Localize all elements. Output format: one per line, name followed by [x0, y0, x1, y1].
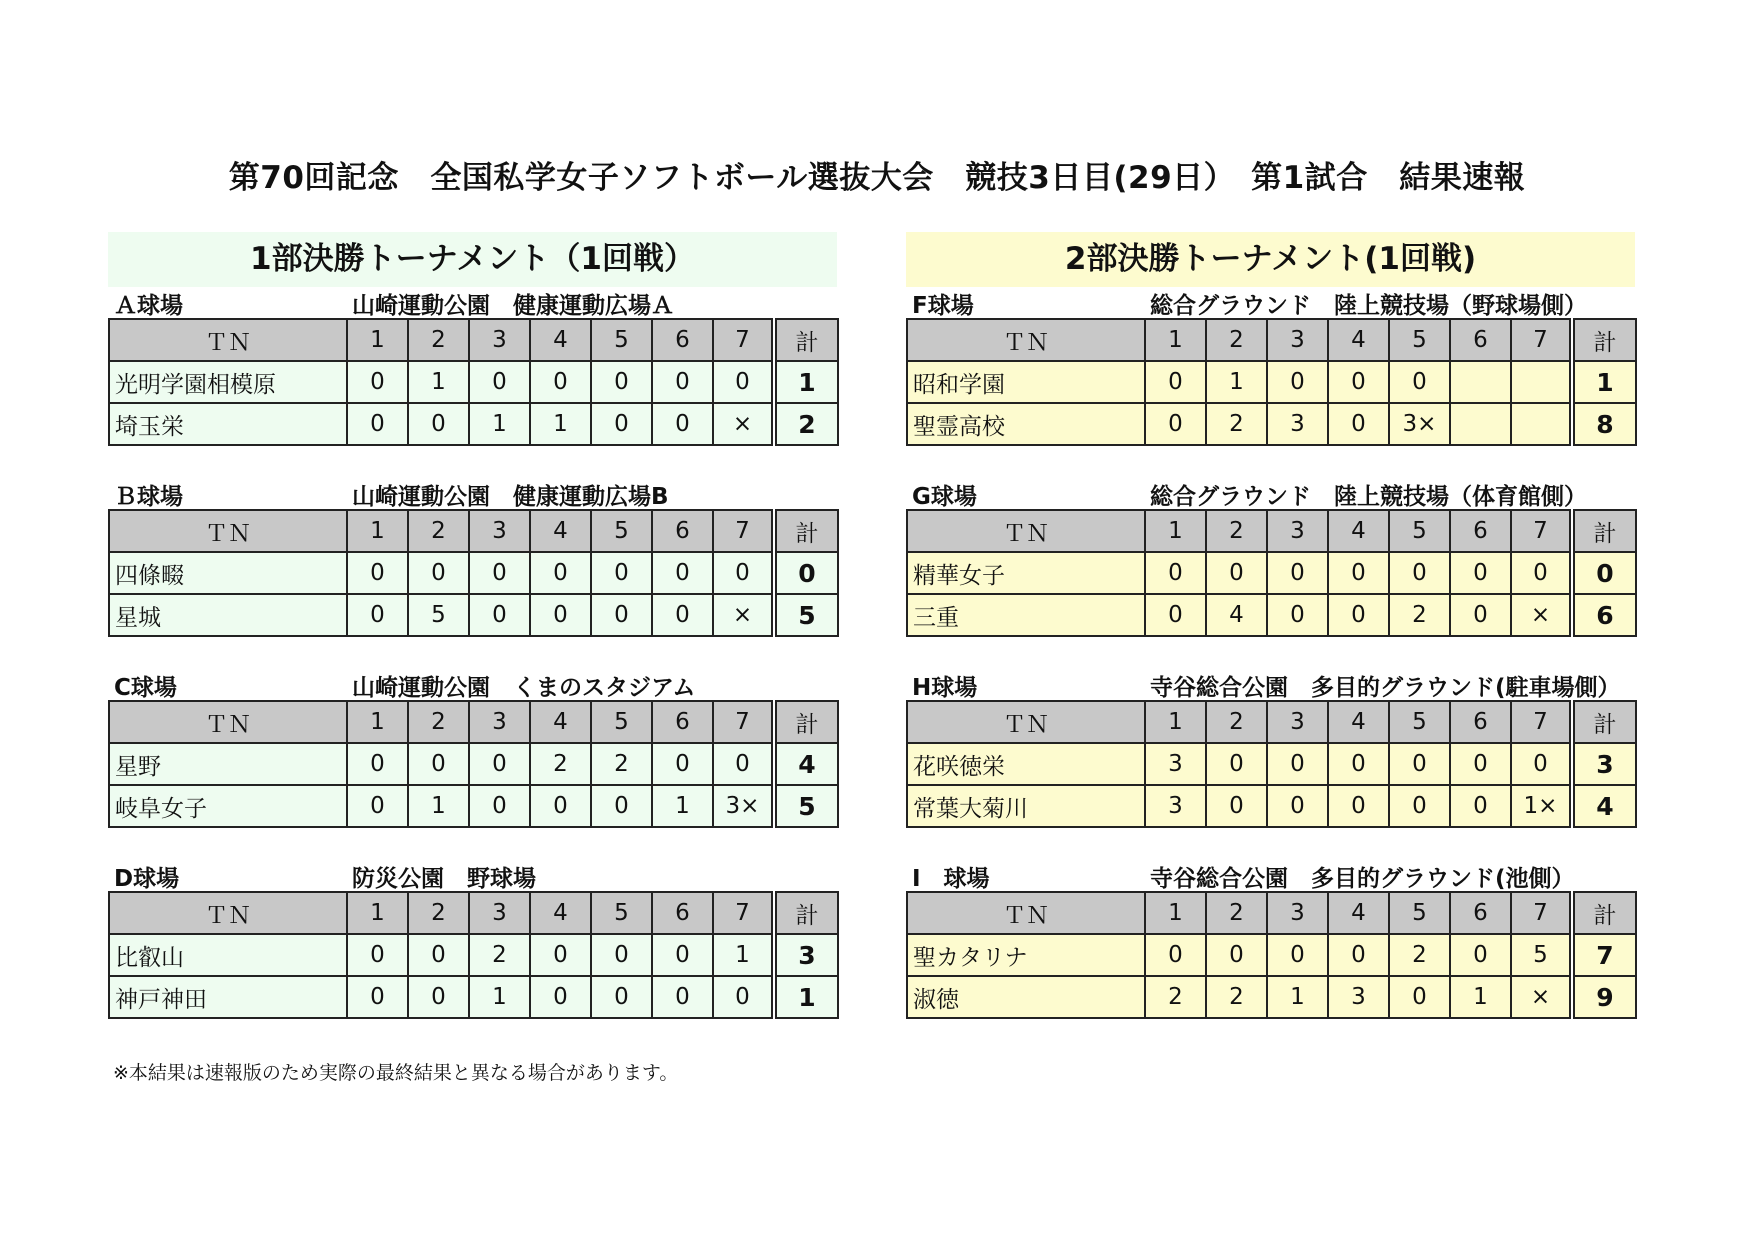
- column-header-inning: 3: [1267, 510, 1328, 552]
- page-title: 第70回記念 全国私学女子ソフトボール選抜大会 競技3日目(29日） 第1試合 結果速報: [228, 160, 1526, 196]
- inning-score: 0: [530, 934, 591, 976]
- column-header-inning: 3: [469, 319, 530, 361]
- inning-score: 3×: [1389, 403, 1450, 445]
- total-score: 0: [774, 552, 838, 594]
- table-row: [109, 785, 838, 827]
- column-header-inning: 3: [1267, 319, 1328, 361]
- column-header-inning: 3: [469, 701, 530, 743]
- column-header-total: 計: [774, 319, 838, 361]
- inning-score: 0: [1206, 785, 1267, 827]
- inning-score: 3: [1328, 976, 1389, 1018]
- inning-score: 0: [1511, 743, 1572, 785]
- score-table: [906, 509, 1637, 637]
- inning-score: 0: [591, 403, 652, 445]
- column-header-inning: 4: [1328, 701, 1389, 743]
- column-header-inning: 1: [1145, 701, 1206, 743]
- inning-score: 2: [591, 743, 652, 785]
- inning-score: 0: [1328, 594, 1389, 636]
- score-header-row: [109, 892, 838, 934]
- inning-score: 0: [1145, 403, 1206, 445]
- inning-score: 0: [1389, 785, 1450, 827]
- inning-score: 4: [1206, 594, 1267, 636]
- total-score: 5: [774, 785, 838, 827]
- inning-score: 0: [1328, 743, 1389, 785]
- inning-score: [1511, 361, 1572, 403]
- inning-score: 0: [1206, 934, 1267, 976]
- table-row: [907, 361, 1636, 403]
- inning-score: 0: [408, 552, 469, 594]
- score-table: [108, 891, 839, 1019]
- table-row: [109, 934, 838, 976]
- inning-score: 0: [591, 785, 652, 827]
- column-header-total: 計: [1572, 319, 1636, 361]
- venue-line: [108, 287, 837, 318]
- total-score: 1: [774, 976, 838, 1018]
- inning-score: 0: [1450, 785, 1511, 827]
- group1-game-2: [108, 478, 837, 637]
- column-header-inning: 5: [1389, 319, 1450, 361]
- total-score: 9: [1572, 976, 1636, 1018]
- inning-score: ×: [713, 594, 774, 636]
- inning-score: 0: [652, 361, 713, 403]
- inning-score: 3×: [713, 785, 774, 827]
- column-header-inning: 3: [1267, 701, 1328, 743]
- column-header-total: 計: [1572, 510, 1636, 552]
- venue-line: [906, 669, 1635, 700]
- inning-score: 0: [1450, 552, 1511, 594]
- team-name: 聖霊高校: [907, 403, 1145, 445]
- inning-score: 5: [408, 594, 469, 636]
- inning-score: 1: [713, 934, 774, 976]
- venue-line: [108, 478, 837, 509]
- column-header-inning: 3: [469, 892, 530, 934]
- table-row: [109, 976, 838, 1018]
- total-score: 7: [1572, 934, 1636, 976]
- inning-score: 0: [469, 361, 530, 403]
- column-header-inning: 4: [1328, 892, 1389, 934]
- inning-score: 1: [1267, 976, 1328, 1018]
- venue-place: 寺谷総合公園 多目的グラウンド(池側）: [1150, 866, 1575, 892]
- inning-score: 1×: [1511, 785, 1572, 827]
- column-header-inning: 6: [652, 892, 713, 934]
- inning-score: 0: [347, 594, 408, 636]
- inning-score: 2: [1206, 976, 1267, 1018]
- inning-score: 0: [530, 785, 591, 827]
- inning-score: 0: [1328, 403, 1389, 445]
- column-header-inning: 7: [713, 701, 774, 743]
- column-header-inning: 5: [1389, 701, 1450, 743]
- venue-line: [108, 669, 837, 700]
- column-header-inning: 6: [652, 319, 713, 361]
- total-score: 6: [1572, 594, 1636, 636]
- column-header-inning: 2: [1206, 701, 1267, 743]
- inning-score: 1: [1450, 976, 1511, 1018]
- inning-score: 0: [652, 743, 713, 785]
- column-header-inning: 5: [591, 892, 652, 934]
- inning-score: [1450, 403, 1511, 445]
- venue-label: C球場: [114, 675, 177, 701]
- column-header-total: 計: [1572, 701, 1636, 743]
- column-header-team: ＴＮ: [907, 510, 1145, 552]
- inning-score: 2: [1389, 934, 1450, 976]
- column-header-inning: 1: [1145, 510, 1206, 552]
- total-score: 1: [774, 361, 838, 403]
- score-table: [906, 318, 1637, 446]
- column-header-inning: 4: [530, 319, 591, 361]
- column-header-inning: 5: [591, 701, 652, 743]
- column-header-inning: 2: [1206, 892, 1267, 934]
- inning-score: 0: [347, 934, 408, 976]
- column-header-inning: 6: [652, 510, 713, 552]
- score-header-row: [907, 319, 1636, 361]
- venue-place: 山崎運動公園 くまのスタジアム: [352, 675, 696, 701]
- group2-game-3: [906, 669, 1635, 828]
- inning-score: 2: [1145, 976, 1206, 1018]
- inning-score: 0: [652, 552, 713, 594]
- column-header-team: ＴＮ: [109, 701, 347, 743]
- inning-score: 0: [1206, 552, 1267, 594]
- column-header-inning: 5: [1389, 892, 1450, 934]
- inning-score: 0: [1267, 785, 1328, 827]
- team-name: 常葉大菊川: [907, 785, 1145, 827]
- column-header-team: ＴＮ: [907, 892, 1145, 934]
- group1-game-1: [108, 287, 837, 446]
- column-header-inning: 7: [1511, 319, 1572, 361]
- inning-score: 1: [1206, 361, 1267, 403]
- venue-line: [108, 860, 837, 891]
- inning-score: 0: [408, 743, 469, 785]
- inning-score: 0: [1389, 743, 1450, 785]
- column-header-inning: 7: [1511, 510, 1572, 552]
- inning-score: 0: [1450, 934, 1511, 976]
- column-header-inning: 4: [530, 510, 591, 552]
- inning-score: [1511, 403, 1572, 445]
- inning-score: 0: [1145, 934, 1206, 976]
- total-score: 1: [1572, 361, 1636, 403]
- column-header-inning: 2: [408, 319, 469, 361]
- venue-label: F球場: [912, 293, 974, 319]
- team-name: 光明学園相模原: [109, 361, 347, 403]
- column-header-inning: 6: [1450, 319, 1511, 361]
- inning-score: 0: [1267, 934, 1328, 976]
- inning-score: 0: [1145, 552, 1206, 594]
- score-table: [906, 700, 1637, 828]
- inning-score: 0: [652, 403, 713, 445]
- column-header-total: 計: [774, 701, 838, 743]
- column-header-inning: 1: [347, 892, 408, 934]
- venue-line: [906, 478, 1635, 509]
- total-score: 4: [1572, 785, 1636, 827]
- venue-place: 山崎運動公園 健康運動広場Ａ: [352, 293, 674, 319]
- inning-score: 0: [1389, 361, 1450, 403]
- column-header-inning: 7: [713, 892, 774, 934]
- team-name: 精華女子: [907, 552, 1145, 594]
- disclaimer-note: ※本結果は速報版のため実際の最終結果と異なる場合があります。: [113, 1062, 679, 1084]
- inning-score: [1450, 361, 1511, 403]
- inning-score: 3: [1267, 403, 1328, 445]
- inning-score: 0: [1267, 361, 1328, 403]
- inning-score: 0: [1450, 743, 1511, 785]
- team-name: 聖カタリナ: [907, 934, 1145, 976]
- table-row: [907, 552, 1636, 594]
- score-table: [108, 700, 839, 828]
- total-score: 0: [1572, 552, 1636, 594]
- inning-score: 0: [591, 552, 652, 594]
- inning-score: 0: [1511, 552, 1572, 594]
- inning-score: 1: [408, 361, 469, 403]
- inning-score: 0: [713, 361, 774, 403]
- total-score: 4: [774, 743, 838, 785]
- inning-score: 0: [408, 403, 469, 445]
- inning-score: 0: [347, 361, 408, 403]
- inning-score: 0: [1145, 361, 1206, 403]
- inning-score: 0: [713, 552, 774, 594]
- column-header-team: ＴＮ: [907, 319, 1145, 361]
- column-header-inning: 6: [652, 701, 713, 743]
- score-header-row: [907, 701, 1636, 743]
- team-name: 星城: [109, 594, 347, 636]
- venue-line: [906, 287, 1635, 318]
- table-row: [109, 743, 838, 785]
- column-header-inning: 2: [1206, 319, 1267, 361]
- inning-score: 0: [408, 976, 469, 1018]
- group2-heading: 2部決勝トーナメント(1回戦): [906, 232, 1635, 287]
- inning-score: 2: [1389, 594, 1450, 636]
- inning-score: 0: [1145, 594, 1206, 636]
- inning-score: 0: [1267, 594, 1328, 636]
- inning-score: 0: [1267, 743, 1328, 785]
- inning-score: 0: [1328, 361, 1389, 403]
- table-row: [907, 976, 1636, 1018]
- venue-label: G球場: [912, 484, 977, 510]
- venue-line: [906, 860, 1635, 891]
- table-row: [109, 403, 838, 445]
- inning-score: 0: [469, 785, 530, 827]
- column-header-inning: 1: [347, 701, 408, 743]
- column-header-total: 計: [1572, 892, 1636, 934]
- column-header-inning: 5: [591, 319, 652, 361]
- column-header-inning: 2: [408, 701, 469, 743]
- team-name: 花咲徳栄: [907, 743, 1145, 785]
- column-header-inning: 1: [1145, 319, 1206, 361]
- venue-label: D球場: [114, 866, 180, 892]
- column-header-inning: 4: [1328, 510, 1389, 552]
- group1-game-3: [108, 669, 837, 828]
- column-header-inning: 4: [530, 701, 591, 743]
- inning-score: 0: [1328, 785, 1389, 827]
- column-header-inning: 1: [347, 319, 408, 361]
- inning-score: 0: [1389, 552, 1450, 594]
- team-name: 三重: [907, 594, 1145, 636]
- inning-score: 2: [1206, 403, 1267, 445]
- score-header-row: [109, 319, 838, 361]
- venue-place: 総合グラウンド 陸上競技場（野球場側）: [1150, 293, 1587, 319]
- column-header-inning: 4: [530, 892, 591, 934]
- score-header-row: [907, 892, 1636, 934]
- venue-place: 山崎運動公園 健康運動広場B: [352, 484, 669, 510]
- inning-score: 0: [591, 934, 652, 976]
- column-header-inning: 1: [347, 510, 408, 552]
- venue-label: I 球場: [912, 866, 990, 892]
- group2-game-1: [906, 287, 1635, 446]
- column-header-inning: 7: [1511, 892, 1572, 934]
- column-header-inning: 6: [1450, 510, 1511, 552]
- table-row: [907, 785, 1636, 827]
- inning-score: 0: [1389, 976, 1450, 1018]
- inning-score: 0: [591, 361, 652, 403]
- table-row: [907, 743, 1636, 785]
- inning-score: 3: [1145, 743, 1206, 785]
- team-name: 四條畷: [109, 552, 347, 594]
- inning-score: 0: [652, 934, 713, 976]
- inning-score: ×: [713, 403, 774, 445]
- group1-heading: 1部決勝トーナメント（1回戦）: [108, 232, 837, 287]
- column-header-inning: 7: [1511, 701, 1572, 743]
- venue-place: 防災公園 野球場: [352, 866, 536, 892]
- inning-score: 0: [530, 552, 591, 594]
- total-score: 2: [774, 403, 838, 445]
- inning-score: 0: [408, 934, 469, 976]
- group2-game-4: [906, 860, 1635, 1019]
- inning-score: 0: [347, 743, 408, 785]
- inning-score: 2: [469, 934, 530, 976]
- column-header-inning: 2: [1206, 510, 1267, 552]
- table-row: [109, 361, 838, 403]
- inning-score: 0: [652, 976, 713, 1018]
- inning-score: 0: [530, 361, 591, 403]
- inning-score: 0: [1206, 743, 1267, 785]
- inning-score: 1: [652, 785, 713, 827]
- inning-score: 3: [1145, 785, 1206, 827]
- venue-label: H球場: [912, 675, 978, 701]
- inning-score: 0: [591, 594, 652, 636]
- score-table: [906, 891, 1637, 1019]
- column-header-team: ＴＮ: [907, 701, 1145, 743]
- score-header-row: [109, 510, 838, 552]
- inning-score: 1: [408, 785, 469, 827]
- total-score: 8: [1572, 403, 1636, 445]
- column-header-inning: 2: [408, 510, 469, 552]
- inning-score: 0: [347, 403, 408, 445]
- inning-score: 0: [1328, 552, 1389, 594]
- inning-score: 5: [1511, 934, 1572, 976]
- inning-score: 0: [530, 976, 591, 1018]
- inning-score: 1: [469, 976, 530, 1018]
- column-header-team: ＴＮ: [109, 892, 347, 934]
- score-header-row: [109, 701, 838, 743]
- column-header-inning: 4: [1328, 319, 1389, 361]
- inning-score: 2: [530, 743, 591, 785]
- inning-score: 0: [469, 743, 530, 785]
- column-header-inning: 5: [591, 510, 652, 552]
- inning-score: 1: [530, 403, 591, 445]
- column-header-inning: 5: [1389, 510, 1450, 552]
- total-score: 5: [774, 594, 838, 636]
- score-table: [108, 509, 839, 637]
- table-row: [907, 934, 1636, 976]
- team-name: 神戸神田: [109, 976, 347, 1018]
- score-header-row: [907, 510, 1636, 552]
- table-row: [109, 594, 838, 636]
- score-table: [108, 318, 839, 446]
- inning-score: 0: [1267, 552, 1328, 594]
- venue-label: Ｂ球場: [114, 484, 183, 510]
- inning-score: 0: [1328, 934, 1389, 976]
- total-score: 3: [1572, 743, 1636, 785]
- team-name: 昭和学園: [907, 361, 1145, 403]
- column-header-inning: 7: [713, 319, 774, 361]
- table-row: [109, 552, 838, 594]
- venue-place: 総合グラウンド 陸上競技場（体育館側）: [1150, 484, 1587, 510]
- venue-label: Ａ球場: [114, 293, 183, 319]
- column-header-total: 計: [774, 892, 838, 934]
- inning-score: 0: [530, 594, 591, 636]
- column-header-inning: 6: [1450, 701, 1511, 743]
- column-header-inning: 1: [1145, 892, 1206, 934]
- inning-score: 0: [469, 594, 530, 636]
- table-row: [907, 403, 1636, 445]
- group2-game-2: [906, 478, 1635, 637]
- column-header-inning: 6: [1450, 892, 1511, 934]
- column-header-inning: 7: [713, 510, 774, 552]
- venue-place: 寺谷総合公園 多目的グラウンド(駐車場側）: [1150, 675, 1621, 701]
- inning-score: 0: [347, 976, 408, 1018]
- column-header-inning: 2: [408, 892, 469, 934]
- inning-score: 0: [713, 743, 774, 785]
- group1-game-4: [108, 860, 837, 1019]
- inning-score: 0: [591, 976, 652, 1018]
- inning-score: 1: [469, 403, 530, 445]
- inning-score: 0: [652, 594, 713, 636]
- inning-score: 0: [347, 552, 408, 594]
- inning-score: ×: [1511, 594, 1572, 636]
- inning-score: 0: [469, 552, 530, 594]
- inning-score: 0: [713, 976, 774, 1018]
- team-name: 比叡山: [109, 934, 347, 976]
- team-name: 淑徳: [907, 976, 1145, 1018]
- table-row: [907, 594, 1636, 636]
- column-header-inning: 3: [469, 510, 530, 552]
- team-name: 岐阜女子: [109, 785, 347, 827]
- inning-score: 0: [1450, 594, 1511, 636]
- total-score: 3: [774, 934, 838, 976]
- team-name: 星野: [109, 743, 347, 785]
- team-name: 埼玉栄: [109, 403, 347, 445]
- inning-score: 0: [347, 785, 408, 827]
- column-header-team: ＴＮ: [109, 510, 347, 552]
- column-header-team: ＴＮ: [109, 319, 347, 361]
- column-header-inning: 3: [1267, 892, 1328, 934]
- column-header-total: 計: [774, 510, 838, 552]
- inning-score: ×: [1511, 976, 1572, 1018]
